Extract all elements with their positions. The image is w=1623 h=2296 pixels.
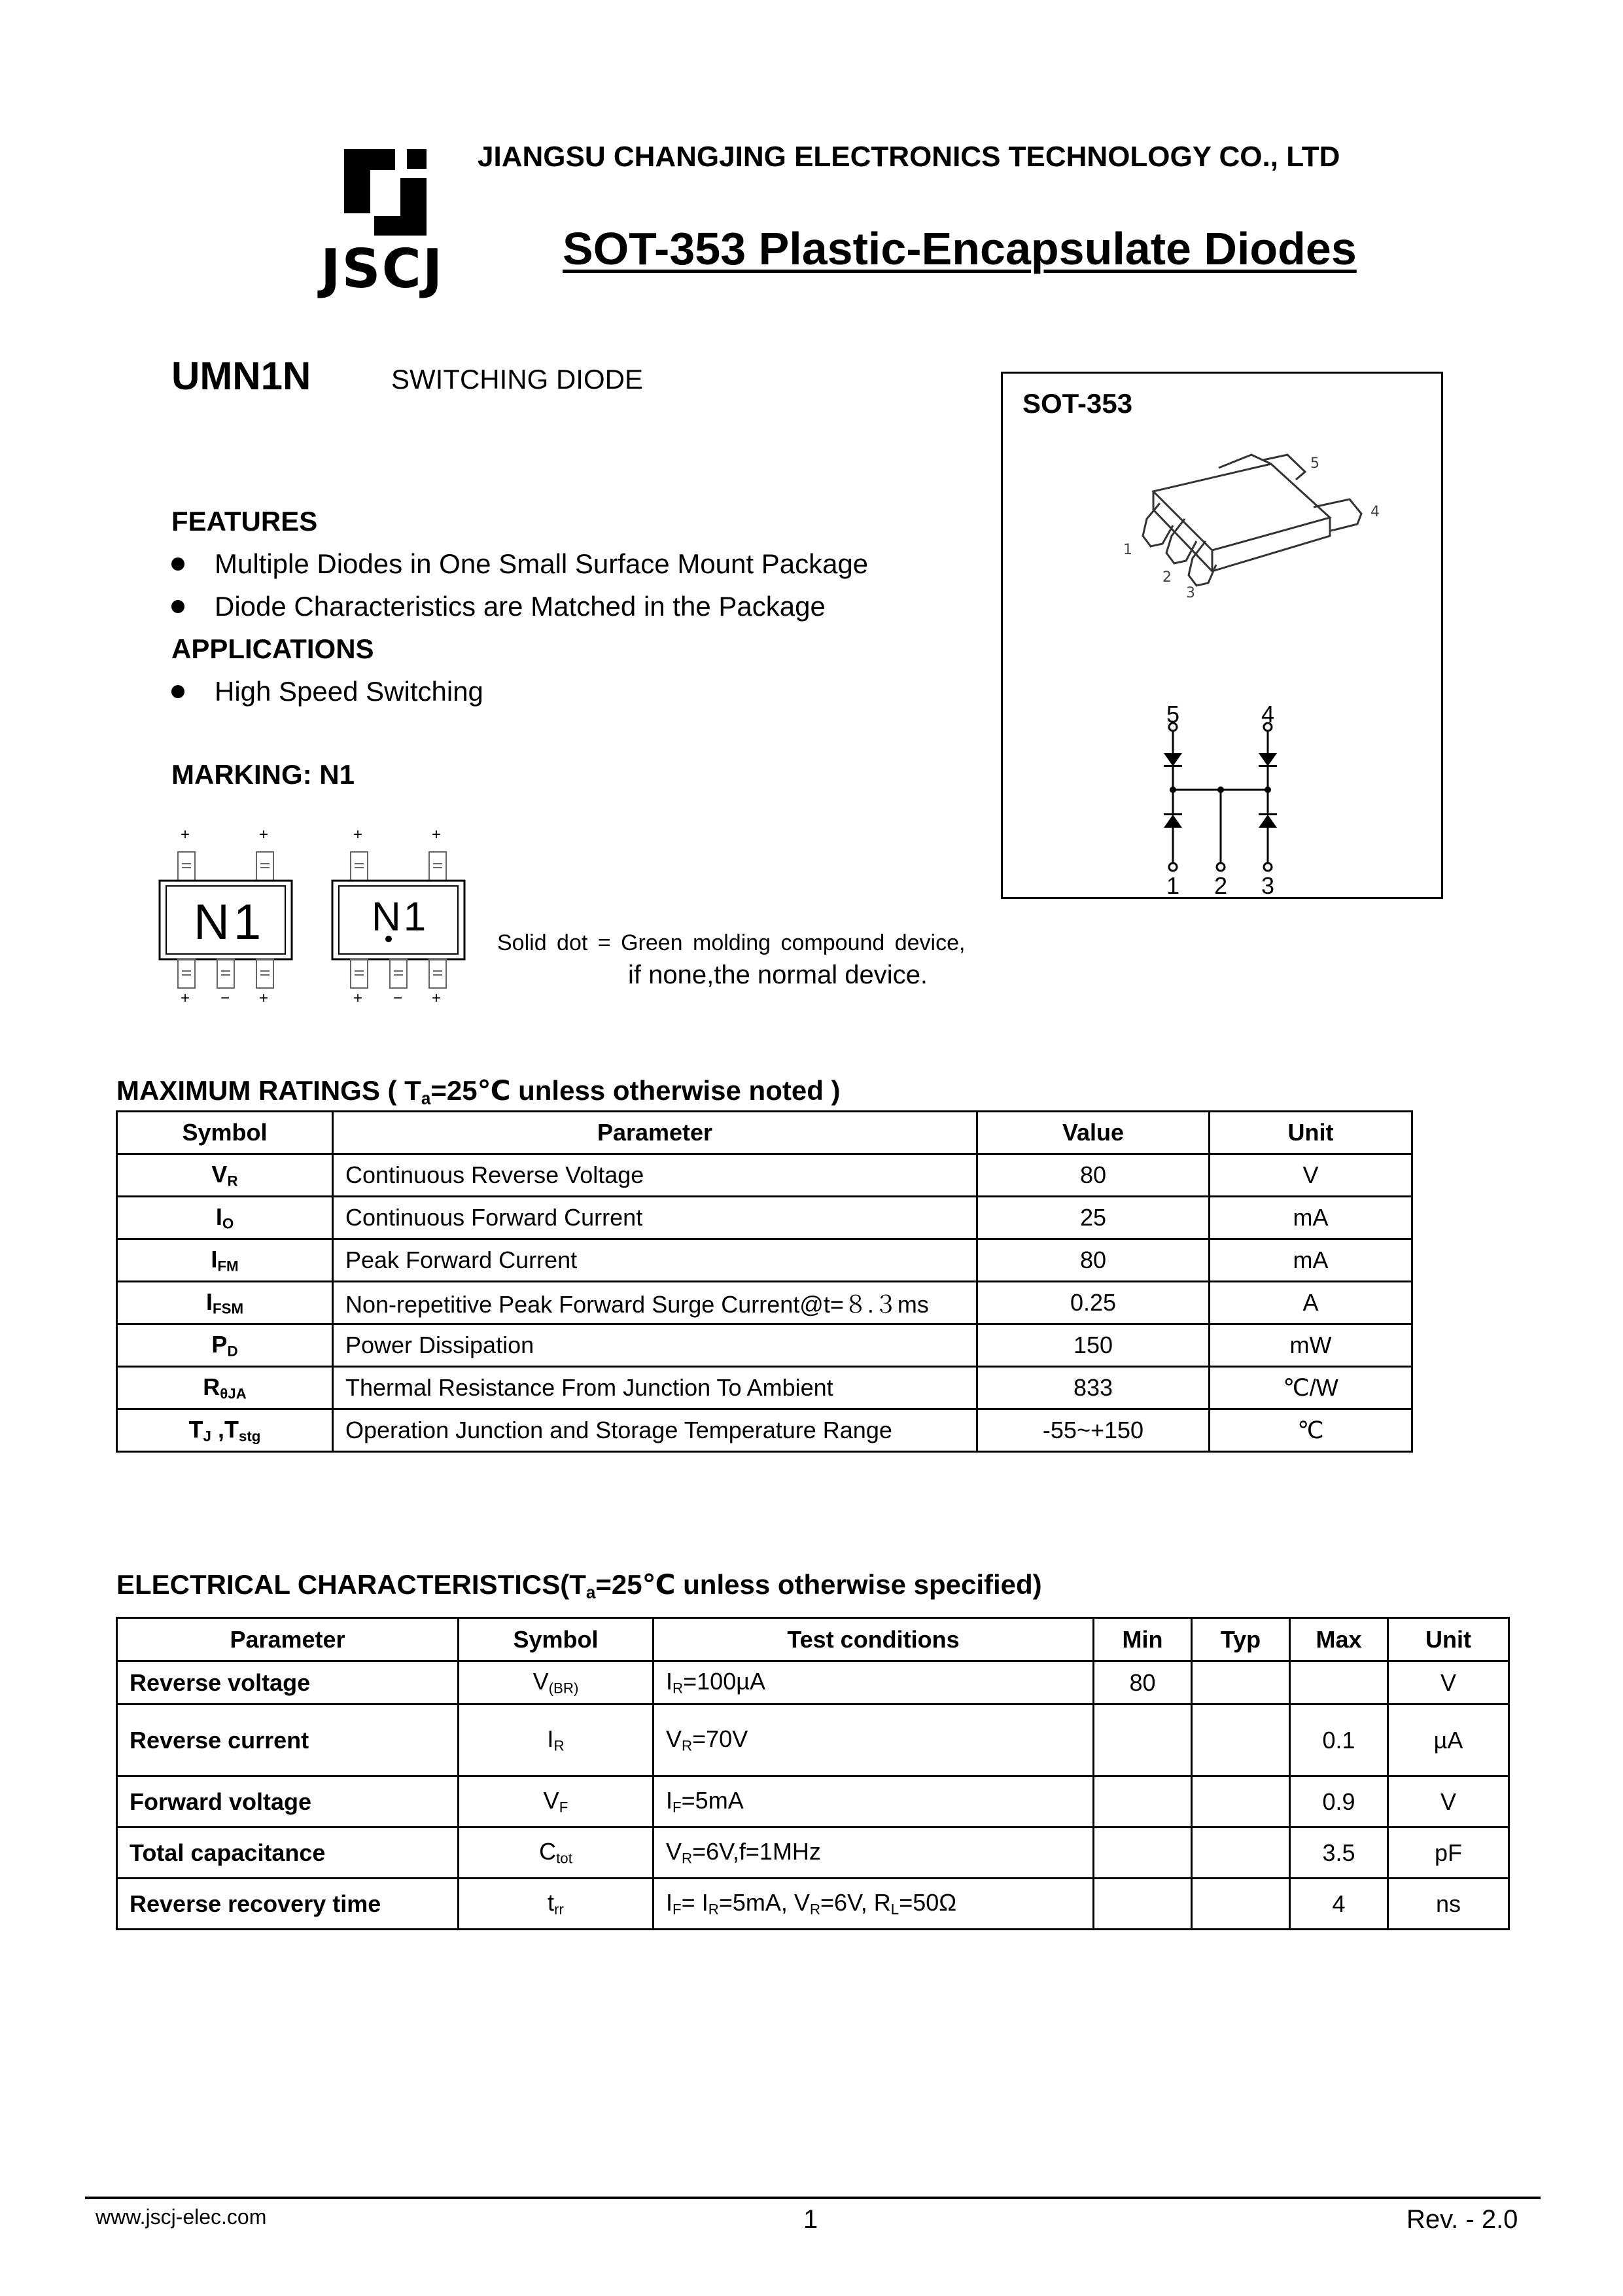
- test-conditions-cell: $V_R=6V,f=1MHz$: [654, 1828, 1094, 1879]
- company-name: JIANGSU CHANGJING ELECTRONICS TECHNOLOGY CO., LTD: [478, 141, 1340, 173]
- electrical-table: [116, 1617, 1510, 1930]
- test-conditions-cell: $I_R=100\mu A$: [654, 1661, 1094, 1704]
- table-row: [117, 1409, 1412, 1452]
- parameter-cell: Reverse recovery time: [117, 1879, 459, 1930]
- package-3d-drawing-icon: [1114, 426, 1402, 642]
- typ-cell: [1192, 1776, 1290, 1828]
- electrical-heading: ELECTRICAL $CHARACTERISTICS(T_a=25℃$ unless otherwise specified): [116, 1569, 1042, 1602]
- unit-cell: ℃/W: [1210, 1367, 1412, 1409]
- table-row: [117, 1282, 1412, 1324]
- pin-schematic-icon: [1134, 701, 1304, 897]
- pin-polarity: +: [181, 989, 190, 1007]
- unit-cell: V: [1388, 1776, 1509, 1828]
- min-cell: [1094, 1828, 1192, 1879]
- column-header: Symbol: [459, 1618, 654, 1661]
- parameter-cell: Total capacitance: [117, 1828, 459, 1879]
- pin-polarity: +: [259, 989, 269, 1007]
- unit-cell: A: [1210, 1282, 1412, 1324]
- symbol-cell: $T_J$ $,T_{stg}$: [117, 1409, 333, 1452]
- value-cell: 0.25: [977, 1282, 1210, 1324]
- pin-polarity: −: [220, 989, 230, 1007]
- max-ratings-table: [116, 1110, 1413, 1453]
- max-cell: 4: [1290, 1879, 1388, 1930]
- footer-url[interactable]: www.jscj-elec.com: [96, 2205, 267, 2229]
- table-row: [117, 1661, 1509, 1704]
- pin-label: 1: [1123, 542, 1132, 558]
- revision: Rev. - 2.0: [1406, 2205, 1518, 2234]
- symbol-cell: $I_{FSM}$: [117, 1282, 333, 1324]
- part-type: SWITCHING DIODE: [391, 364, 643, 395]
- value-cell: 80: [977, 1154, 1210, 1197]
- value-cell: 80: [977, 1239, 1210, 1282]
- typ-cell: [1192, 1704, 1290, 1776]
- parameter-cell: Power Dissipation: [333, 1324, 977, 1367]
- max-ratings-heading: MAXIMUM RATINGS ( $T_a=25℃$ unless otherwise noted ): [116, 1075, 841, 1108]
- column-header: Max: [1290, 1618, 1388, 1661]
- logo-text: JSCJ: [321, 238, 444, 300]
- test-conditions-cell: $I_F= I_R=5mA$, $V_R=6V$, $R_L=50\Omega$: [654, 1879, 1094, 1930]
- parameter-cell: Thermal Resistance From Junction To Ambient: [333, 1367, 977, 1409]
- column-header: Unit: [1210, 1112, 1412, 1154]
- table-row: [117, 1879, 1509, 1930]
- unit-cell: ℃: [1210, 1409, 1412, 1452]
- column-header: Value: [977, 1112, 1210, 1154]
- pin-label: 4: [1370, 504, 1380, 520]
- table-row: [117, 1828, 1509, 1879]
- test-conditions-cell: $I_F=5mA$: [654, 1776, 1094, 1828]
- package-box: [1001, 372, 1443, 899]
- pin-polarity: −: [393, 989, 403, 1007]
- table-row: [117, 1197, 1412, 1239]
- column-header: Symbol: [117, 1112, 333, 1154]
- symbol-cell: $I_O$: [117, 1197, 333, 1239]
- parameter-cell: Peak Forward Current: [333, 1239, 977, 1282]
- marking-code: N1: [372, 894, 429, 940]
- symbol-cell: $t_{rr}$: [459, 1879, 654, 1930]
- company-logo: [321, 145, 445, 300]
- parameter-cell: Continuous Reverse Voltage: [333, 1154, 977, 1197]
- table-header-row: [117, 1112, 1412, 1154]
- table-row: [117, 1704, 1509, 1776]
- pin-label: 3: [1186, 585, 1195, 601]
- unit-cell: mW: [1210, 1324, 1412, 1367]
- feature-item: Diode Characteristics are Matched in the Package: [171, 591, 826, 622]
- pin-polarity: +: [432, 989, 442, 1007]
- bullet-icon: [171, 685, 184, 698]
- typ-cell: [1192, 1828, 1290, 1879]
- marking-diagram-green: [330, 826, 467, 1009]
- symbol-cell: $V_R$: [117, 1154, 333, 1197]
- applications-heading: APPLICATIONS: [171, 633, 374, 664]
- column-header: Min: [1094, 1618, 1192, 1661]
- max-cell: 3.5: [1290, 1828, 1388, 1879]
- footer-divider: [85, 2197, 1541, 2199]
- table-row: [117, 1239, 1412, 1282]
- pin-label: 2: [1214, 872, 1228, 899]
- pin-label: 1: [1166, 872, 1180, 899]
- pin-label: 2: [1162, 569, 1172, 586]
- symbol-cell: $R_{\theta JA}$: [117, 1367, 333, 1409]
- parameter-cell: Forward voltage: [117, 1776, 459, 1828]
- min-cell: [1094, 1776, 1192, 1828]
- pin-label: 3: [1261, 872, 1275, 899]
- unit-cell: mA: [1210, 1197, 1412, 1239]
- unit-cell: pF: [1388, 1828, 1509, 1879]
- parameter-cell: Operation Junction and Storage Temperature Range: [333, 1409, 977, 1452]
- package-label: SOT-353: [1022, 388, 1133, 419]
- unit-cell: ns: [1388, 1879, 1509, 1930]
- bullet-icon: [171, 557, 184, 571]
- max-cell: 0.1: [1290, 1704, 1388, 1776]
- symbol-cell: $V_F$: [459, 1776, 654, 1828]
- symbol-cell: $C_{tot}$: [459, 1828, 654, 1879]
- bullet-icon: [171, 600, 184, 613]
- page-number: 1: [803, 2205, 818, 2234]
- pin-polarity: +: [432, 826, 442, 843]
- pin-polarity: +: [259, 826, 269, 843]
- value-cell: 833: [977, 1367, 1210, 1409]
- column-header: Parameter: [117, 1618, 459, 1661]
- unit-cell: V: [1210, 1154, 1412, 1197]
- marking-note: Solid dot = Green molding compound device,: [497, 930, 966, 955]
- symbol-cell: $P_D$: [117, 1324, 333, 1367]
- unit-cell: mA: [1210, 1239, 1412, 1282]
- table-row: [117, 1776, 1509, 1828]
- table-row: [117, 1324, 1412, 1367]
- table-row: [117, 1154, 1412, 1197]
- test-conditions-cell: $V_R=70V$: [654, 1704, 1094, 1776]
- min-cell: 80: [1094, 1661, 1192, 1704]
- typ-cell: [1192, 1661, 1290, 1704]
- features-heading: FEATURES: [171, 506, 318, 537]
- application-item: High Speed Switching: [171, 676, 483, 707]
- document-title: SOT-353 Plastic-Encapsulate Diodes: [563, 223, 1357, 274]
- value-cell: -55~+150: [977, 1409, 1210, 1452]
- marking-heading: MARKING: N1: [171, 759, 355, 790]
- min-cell: [1094, 1704, 1192, 1776]
- feature-item: Multiple Diodes in One Small Surface Mount Package: [171, 548, 868, 580]
- marking-code: N1: [194, 894, 266, 950]
- table-row: [117, 1367, 1412, 1409]
- symbol-cell: $I_{FM}$: [117, 1239, 333, 1282]
- column-header: Test conditions: [654, 1618, 1094, 1661]
- column-header: Unit: [1388, 1618, 1509, 1661]
- unit-cell: µA: [1388, 1704, 1509, 1776]
- max-cell: 0.9: [1290, 1776, 1388, 1828]
- pin-label: 5: [1310, 455, 1319, 472]
- parameter-cell: Continuous Forward Current: [333, 1197, 977, 1239]
- min-cell: [1094, 1879, 1192, 1930]
- typ-cell: [1192, 1879, 1290, 1930]
- part-number: UMN1N: [171, 354, 311, 398]
- marking-note: if none,the normal device.: [628, 961, 928, 989]
- parameter-cell: Reverse voltage: [117, 1661, 459, 1704]
- pin-label: 5: [1166, 701, 1180, 728]
- value-cell: 150: [977, 1324, 1210, 1367]
- value-cell: 25: [977, 1197, 1210, 1239]
- pin-polarity: +: [353, 826, 363, 843]
- parameter-cell: Reverse current: [117, 1704, 459, 1776]
- pin-label: 4: [1261, 701, 1275, 728]
- table-header-row: [117, 1618, 1509, 1661]
- pin-polarity: +: [181, 826, 190, 843]
- parameter-cell: Non-repetitive Peak Forward Surge Current@t=８.３ms: [333, 1282, 977, 1324]
- max-cell: [1290, 1661, 1388, 1704]
- marking-diagram-normal: [157, 826, 294, 1009]
- column-header: Typ: [1192, 1618, 1290, 1661]
- symbol-cell: $V_{(BR)}$: [459, 1661, 654, 1704]
- pin-polarity: +: [353, 989, 363, 1007]
- unit-cell: V: [1388, 1661, 1509, 1704]
- column-header: Parameter: [333, 1112, 977, 1154]
- symbol-cell: $I_R$: [459, 1704, 654, 1776]
